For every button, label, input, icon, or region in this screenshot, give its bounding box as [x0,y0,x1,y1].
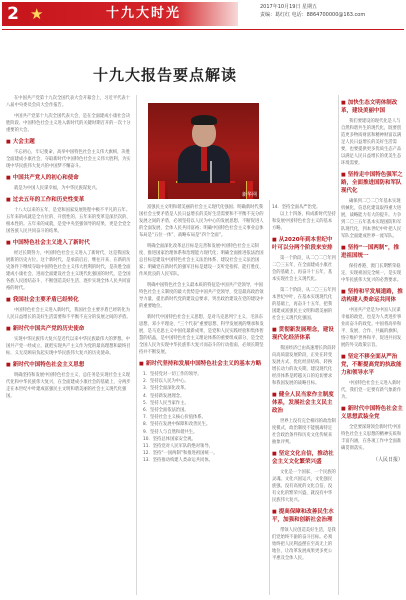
subheading: ■ 坚定不移全面从严治党，不断提高党的执政能力和领导水平 [341,353,403,377]
body-paragraph: 第一个阶段，从二〇二〇年到二〇三五年，在全面建成小康社会的基础上，再奋斗十五年，基本实现社会主义现代化。 [272,256,336,283]
body-paragraph: 十八大以来的五年，是党和国家发展进程中极不平凡的五年。五年来的成就是全方位的、开创性的，五年来的变革是深层次的、根本性的。五年来的成就，是党中央坚强领导的结果，更是全党全国各族人民共同奋斗的结果。 [6,208,131,234]
editor-info: 责编：葛红红 电话：8864700000@163.com [260,12,366,18]
body-paragraph: 明确中国特色社会主义最本质的特征是中国共产党领导，中国特色社会主义制度的最大优势是中国共产党领导，党是最高政治领导力量，提出新时代党的建设总要求，突出政治建设在党的建设中的重要地位。 [139,283,264,309]
subheading: ■ 从2020年到本世纪中叶可以分两个阶段来安排 [272,236,336,252]
subheading: ■ 健全人民当家作主制度体系，发展社会主义民主政治 [272,391,336,415]
flag-icon [158,181,165,199]
list-item: 12．坚持“一国两制”和推进祖国统一。 [143,451,218,457]
subheading: ■ 中国共产党人的初心和使命 [6,174,134,182]
subheading: ■ 大会主题 [6,138,134,146]
body-paragraph: 中国共产党是为中国人民谋幸福的政党，也是为人类进步事业而奋斗的政党。中国将高举和平、发展、合作、共赢的旗帜，恪守维护世界和平、促进共同发展的外交政策宗旨。 [341,308,402,348]
subheading: ■ 中国特色社会主义进入了新时代 [6,239,134,247]
section-banner [24,2,238,26]
body-paragraph: 明确全面深化改革总目标是完善和发展中国特色社会主义制度、推进国家治理体系和治理能力现代化；明确全面推进依法治国总目标是建设中国特色社会主义法治体系、建设社会主义法治国家；明确党在新时代的强军目标是建设一支听党指挥、能打胜仗、作风优良的人民军队。 [139,244,264,277]
star-icon: ★ [30,5,44,23]
list-item: 4．坚持新发展理念。 [143,393,185,399]
list-item: 6．坚持全面依法治国。 [143,408,189,414]
body-paragraph: 第二个阶段，从二〇三五年到本世纪中叶，在基本实现现代化的基础上，再奋斗十五年，把我国建成富强民主文明和谐美丽的社会主义现代化强国。 [272,288,336,322]
list-item: 5．坚持人民当家作主。 [143,400,189,406]
body-paragraph: 实现中华民族伟大复兴是近代以来中华民族最伟大的梦想。中国共产党一经成立，就把实现共产主义作为党的最高理想和最终目标，义无反顾肩负起实现中华民族伟大复兴的历史使命。 [6,337,131,356]
list-item: 8．坚持在发展中保障和改善民生。 [143,422,211,428]
list-item: 1．坚持党对一切工作的领导。 [143,372,202,377]
issue-date: 2017年10月19日 星期五 [260,4,318,10]
speaker-tie [201,147,207,171]
subheading: ■ 过去五年的工作和历史性变革 [6,196,134,204]
source-signature: （人民日报） [372,457,403,463]
list-item: 13．坚持推动构建人类命运共同体。 [143,458,213,464]
body-paragraph: 全党要深刻领会新时代中国特色社会主义思想的精神实质和丰富内涵，在各项工作中全面准确贯彻落实。 [341,425,402,451]
subheading: ■ 新时代中国特色社会主义思想 [6,361,134,369]
body-paragraph: 带领人民创造美好生活，是我们党始终不渝的奋斗目标。必须始终把人民利益摆在至高无上的地位，让改革发展成果更多更公平惠及全体人民。 [272,528,336,562]
right-column-b [341,95,403,600]
body-paragraph: 我们要建设的现代化是人与自然和谐共生的现代化，既要创造更多物质财富和精神财富以满足人民日益增长的美好生活需要，也要提供更多优质生态产品以满足人民日益增长的优美生态环境需要。 [341,119,402,166]
subheading: ■ 我国社会主要矛盾已经转化 [6,296,134,304]
list-item: 3．坚持全面深化改革。 [143,386,189,392]
header-divider [2,29,404,30]
subheading: ■ 新时代中国特色社会主义思想武装全党 [341,405,403,421]
speaker-photo [148,103,259,199]
body-paragraph: 富强民主文明和谐美丽的社会主义现代化强国；明确新时代我国社会主要矛盾是人民日益增长的美好生活需要和不平衡不充分的发展之间的矛盾，必须坚持以人民为中心的发展思想，不断促进人的全面发展、全体人民共同富裕；明确中国特色社会主义事业总体布局是“五位一体”、战略布局是“四个全面”。 [139,205,264,238]
column-divider [136,95,137,595]
microphone-icon [210,161,212,185]
subheading: ■ 坚持和平发展道路，推动构建人类命运共同体 [341,288,403,304]
article-headline: 十九大报告要点解读 [92,66,237,84]
body-paragraph: 就是为中国人民谋幸福，为中华民族谋复兴。 [14,186,100,191]
body-paragraph: 中国特色社会主义进入新时代，我们党一定要有新气象新作为。 [341,381,402,400]
middle-column [139,204,267,600]
subheading: ■ 坚定文化自信，推动社会主义文化繁荣兴盛 [272,450,336,466]
body-paragraph: 不忘初心，牢记使命，高举中国特色社会主义伟大旗帜，决胜全面建成小康社会，夺取新时代中国特色社会主义伟大胜利，为实现中华民族伟大复兴的中国梦不懈奋斗。 [6,150,131,169]
body-paragraph: 我国经济已由高速增长阶段转向高质量发展阶段，正处在转变发展方式、优化经济结构、转换增长动力的攻关期，建设现代化经济体系是跨越关口的迫切要求和我国发展的战略目标。 [272,346,336,387]
subheading: ■ 贯彻新发展理念，建设现代化经济体系 [272,326,336,342]
list-item: 14．坚持全面从严治党。 [272,205,321,210]
subheading: ■ 新时代坚持和发展中国特色社会主义的基本方略 [139,360,267,368]
list-item: 7．坚持社会主义核心价值体系。 [143,415,206,421]
right-column-a [272,204,336,600]
list-item: 10．坚持总体国家安全观。 [143,436,196,442]
body-paragraph: 世界上没有完全相同的政治制度模式，政治制度不能脱离特定社会政治条件和历史文化传统来抽象评判。 [272,419,336,446]
body-paragraph: 经过长期努力，中国特色社会主义进入了新时代，这是我国发展新的历史方位。这个新时代，是承前启后、继往开来、在新的历史条件下继续夺取中国特色社会主义伟大胜利的时代，是决胜全面建成小康社会、进而全面建设社会主义现代化强国的时代，是全国各族人民团结奋斗、不断创造美好生活、逐步实现全体人民共同富裕的时代。 [6,251,131,291]
body-paragraph: 中国特色社会主义进入新时代，我国社会主要矛盾已经转化为人民日益增长的美好生活需要和不平衡不充分的发展之间的矛盾。 [6,308,131,320]
body-paragraph: 以上十四条，构成新时代坚持和发展中国特色社会主义的基本方略。 [272,212,336,232]
podium [168,183,240,199]
subheading: ■ 新时代中国共产党的历史使命 [6,325,134,333]
subheading: ■ 坚持“一国两制”，推进祖国统一 [341,244,403,260]
body-paragraph: 明确坚持和发展中国特色社会主义，总任务是实现社会主义现代化和中华民族伟大复兴，在全面建成小康社会的基础上，分两步走在本世纪中叶建成富强民主文明和谐美丽的社会主义现代化强国。 [6,373,131,399]
column-divider [269,200,270,595]
column-divider [338,95,339,595]
photo-credit: 新华网 [241,192,257,198]
masthead-meta [260,3,406,19]
section-title: 十九大时光 [106,6,182,21]
body-paragraph: 确保到二〇二〇年基本实现机械化，信息化建设取得重大进展，战略能力有大的提升。力争到二〇三五年基本实现国防和军队现代化，到本世纪中叶把人民军队全面建成世界一流军队。 [341,199,402,239]
list-item: 9．坚持人与自然和谐共生。 [143,429,198,435]
speaker-hair [191,115,217,125]
page-number: 2 [2,2,24,26]
body-paragraph: 保持香港、澳门长期繁荣稳定，实现祖国完全统一，是实现中华民族伟大复兴的必然要求。 [341,264,402,283]
intro-paragraph: 在中国共产党第十九次全国代表大会开幕会上，习近平代表十八届中央委员会向大会作报告。 [6,96,131,108]
strategy-list [139,371,267,465]
subheading: ■ 提高保障和改善民生水平，加强和创新社会治理 [272,508,336,524]
left-column [6,95,134,600]
list-item: 2．坚持以人民为中心。 [143,379,189,385]
list-item: 11．坚持党对人民军队的绝对领导。 [143,444,213,450]
intro-paragraph-2: 中国共产党第十九次全国代表大会，是在全面建成小康社会决胜阶段、中国特色社会主义进入新时代的关键时期召开的一次十分重要的大会。 [6,114,131,133]
body-paragraph: 文化是一个国家、一个民族的灵魂。文化兴国运兴，文化强民族强。没有高度的文化自信，没有文化的繁荣兴盛，就没有中华民族伟大复兴。 [272,470,336,504]
body-paragraph: 新时代中国特色社会主义思想，是对马克思列宁主义、毛泽东思想、邓小平理论、“三个代表”重要思想、科学发展观的继承和发展，是马克思主义中国化最新成果，是党和人民实践经验和集体智慧的结晶，是中国特色社会主义理论体系的重要组成部分，是全党全国人民为实现中华民族伟大复兴而奋斗的行动指南，必须长期坚持并不断发展。 [139,315,264,355]
subheading: ■ 坚持走中国特色强军之路，全面推进国防和军队现代化 [341,171,403,195]
subheading: ■ 加快生态文明体制改革，建设美丽中国 [341,99,403,115]
